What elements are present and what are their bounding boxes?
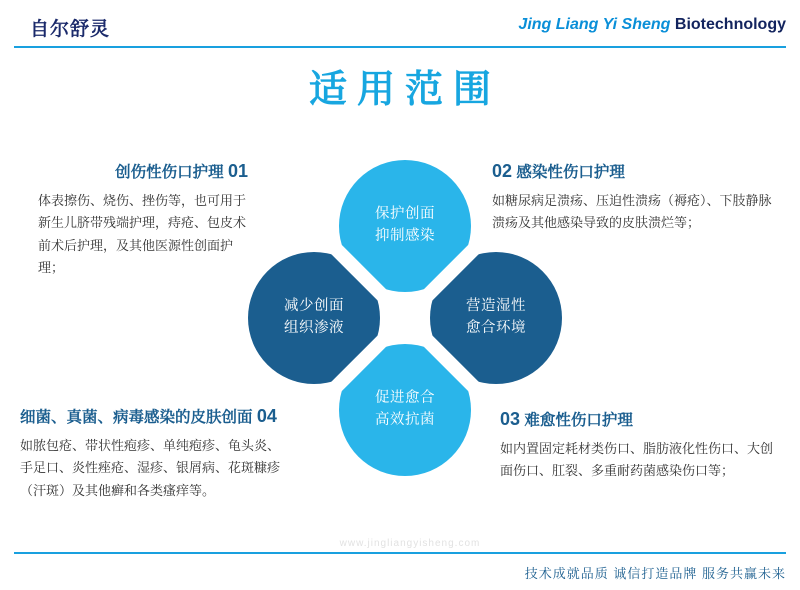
item-number-02: 02 bbox=[492, 161, 513, 181]
item-heading-text-04: 细菌、真菌、病毒感染的皮肤创面 bbox=[20, 409, 253, 426]
item-body-03: 如内置固定耗材类伤口、脂肪液化性伤口、大创面伤口、肛裂、多重耐药菌感染伤口等； bbox=[500, 441, 774, 479]
brand-name-cn: 自尔舒灵 bbox=[30, 19, 111, 40]
item-body-04: 如脓包疮、带状性疱疹、单纯疱疹、龟头炎、手足口、炎性痤疮、湿疹、银屑病、花斑糠疹（汗斑）及其他癣和各类瘙痒等。 bbox=[20, 438, 281, 498]
footer-divider bbox=[14, 552, 786, 554]
item-heading-01 bbox=[38, 160, 248, 182]
footer-slogan: 技术成就品质 诚信打造品牌 服务共赢未来 bbox=[524, 566, 786, 581]
item-block-04 bbox=[20, 405, 292, 502]
item-heading-text-01: 创伤性伤口护理 bbox=[115, 164, 224, 181]
item-heading-text-03: 难愈性伤口护理 bbox=[524, 412, 633, 429]
item-block-03 bbox=[500, 408, 778, 483]
page-title: 适用范围 bbox=[308, 69, 501, 111]
item-number-01: 01 bbox=[227, 161, 248, 181]
watermark: www.jingliangyisheng.com bbox=[339, 538, 481, 549]
item-body-02: 如糖尿病足溃疡、压迫性溃疡（褥疮）、下肢静脉溃疡及其他感染导致的皮肤溃烂等； bbox=[492, 193, 772, 231]
petal-moist-line2: 愈合环境 bbox=[466, 320, 526, 336]
item-heading-04 bbox=[20, 405, 292, 427]
item-heading-text-02: 感染性伤口护理 bbox=[516, 164, 625, 181]
item-number-04: 04 bbox=[256, 406, 277, 426]
petal-promote-line2: 高效抗菌 bbox=[375, 412, 435, 428]
item-block-02 bbox=[492, 160, 772, 235]
item-heading-03 bbox=[500, 408, 778, 430]
petal-moist-line1: 营造湿性 bbox=[466, 298, 526, 315]
page-header bbox=[0, 0, 800, 50]
item-number-03: 03 bbox=[500, 409, 521, 429]
brand-name-en bbox=[518, 16, 786, 34]
header-divider bbox=[14, 46, 786, 48]
petal-reduce-line2: 组织渗液 bbox=[284, 320, 344, 336]
petal-protect-line1: 保护创面 bbox=[375, 206, 435, 223]
petal-protect-line2: 抑制感染 bbox=[375, 228, 435, 244]
item-body-01: 体表擦伤、烧伤、挫伤等，也可用于新生儿脐带残端护理，痔疮、包皮术前术后护理，及其他医源性创面护理； bbox=[38, 193, 247, 276]
item-block-01 bbox=[38, 160, 248, 279]
petal-promote-line1: 促进愈合 bbox=[375, 390, 435, 407]
brand-name-en-pinyin: Jing Liang Yi Sheng bbox=[518, 16, 671, 33]
item-heading-02 bbox=[492, 160, 772, 182]
petal-reduce-line1: 减少创面 bbox=[284, 298, 344, 315]
brand-name-en-word: Biotechnology bbox=[674, 16, 786, 33]
